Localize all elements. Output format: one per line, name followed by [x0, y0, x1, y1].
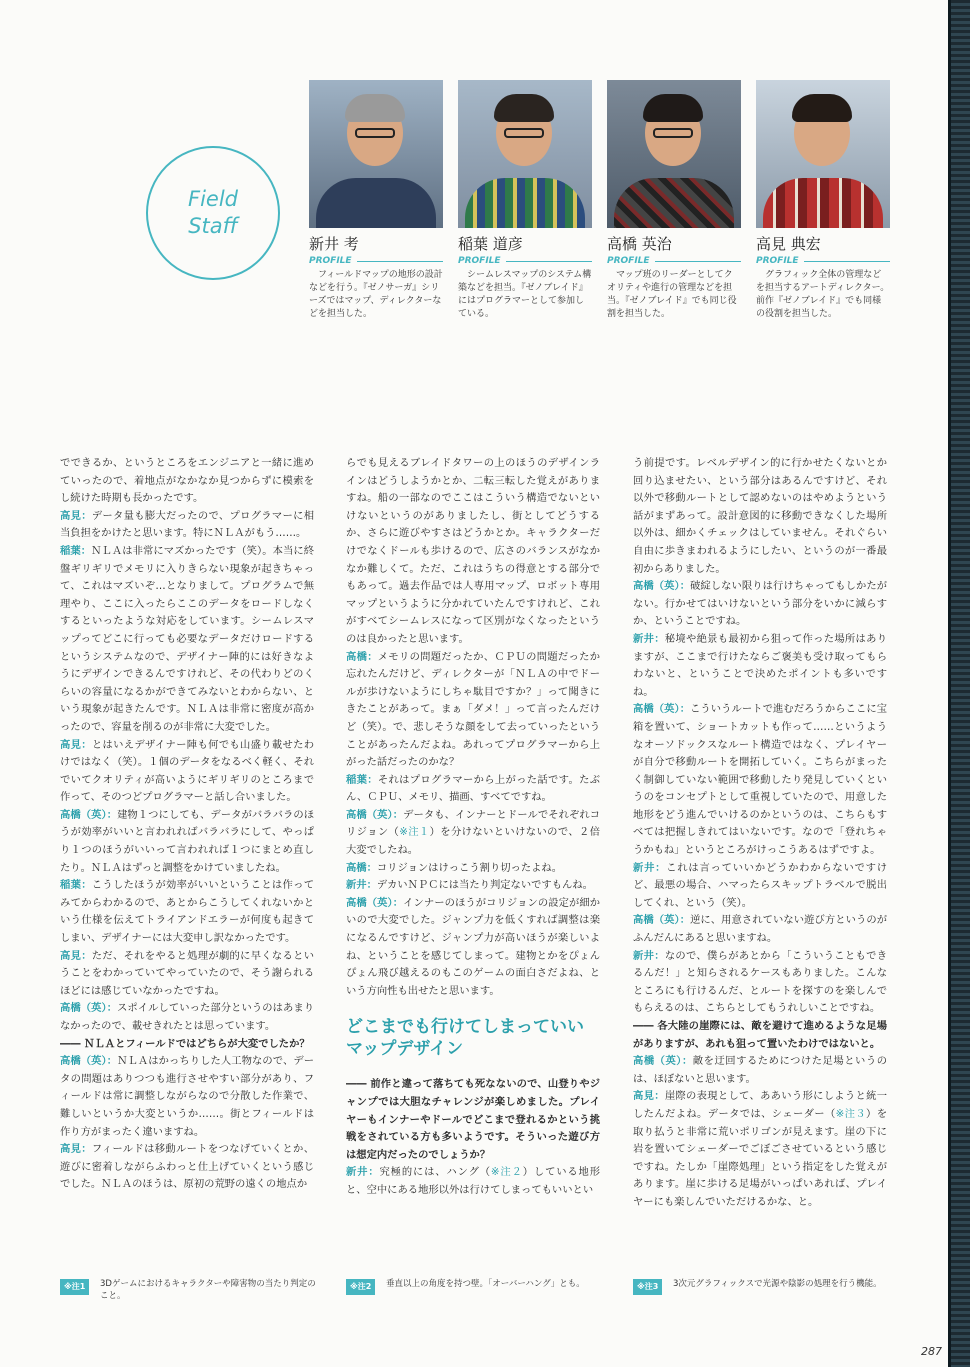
paragraph: [60, 807, 314, 877]
paragraph-text: 建物１つにしても、データがバラバラのほうが効率がいいと言われればバラバラにして、やっぱり１つのほうがいいって言われれば１つにまとめ直したり。ＮＬＡはずっと調整をかけていましたね。: [60, 808, 314, 874]
footnote-3: [633, 1278, 895, 1290]
paragraph-text: メモリの問題だったか、ＣＰＵの問題だったか忘れたんだけど、ディレクターが「ＮＬＡの中でドールが歩けないようにしちゃ駄目ですか？」って聞きにきたことがあって。まぁ「ダメ！」って言ったんだけど（笑）。で、悲しそうな顔をして去っていったということがあったんだよね。あれってプログラマーから上がった話だったのかな？: [346, 650, 601, 769]
paragraph-text: ただ、それをやると処理が劇的に早くなるということをわかっていてやっていたので、そう謝られるほどには感じていなかったですね。: [60, 949, 315, 997]
paragraph: [346, 895, 600, 1001]
paragraph: [346, 1164, 600, 1199]
staff-description: グラフィック全体の管理などを担当するアートディレクター。前作『ゼノブレイド』でも同様の役割を担当した。: [756, 270, 890, 319]
staff-description: シームレスマップのシステム構築などを担当。『ゼノブレイド』にはプログラマーとして参加している。: [458, 270, 592, 319]
speaker-label: 高橋：: [346, 650, 378, 663]
paragraph-text: でできるか、というところをエンジニアと一緒に進めていったので、着地点がなかなか見つからずに模索を し続けた時期も長かったです。: [60, 457, 314, 505]
paragraph: [60, 737, 314, 807]
page-number: 287: [921, 1345, 942, 1358]
profile-label: PROFILE: [756, 256, 890, 266]
speaker-label: 稲葉：: [60, 879, 92, 892]
interview-question: ―― ＮＬＡとフィールドではどちらが大変でしたか？: [60, 1037, 310, 1050]
speaker-label: 高橋（英）：: [346, 896, 404, 909]
paragraph-text: スポイルしていった部分というのはあまりなかったので、載せきれたとは思っています。: [60, 1002, 314, 1032]
paragraph: [633, 948, 887, 1018]
speaker-label: 稲葉：: [346, 773, 378, 786]
note-reference: ※注２: [490, 1166, 523, 1179]
speaker-label: 高見：: [60, 1143, 92, 1156]
paragraph-text: データも、インナーとドールでそれぞれコリジョン（: [346, 808, 601, 839]
paragraph: [633, 631, 887, 701]
speaker-label: 新井：: [346, 879, 377, 892]
speaker-label: 高見：: [60, 738, 92, 751]
paragraph: [346, 649, 600, 772]
staff-profile-inaba: [458, 80, 592, 321]
footnote-2: [346, 1278, 608, 1290]
interview-question: ―― 前作と違って落ちても死なないので、山登りやジャンプでは大胆なチャレンジが楽しめました。プレイヤーもインナーやドールでどこまで登れるかという挑戦をされている方も多いようです。そういった遊び方は想定内だったのでしょうか？: [346, 1078, 600, 1161]
note-reference: ※注３: [835, 1107, 867, 1120]
footnote-1: [60, 1278, 322, 1302]
paragraph: [346, 455, 600, 649]
paragraph-text: ＮＬＡはかっちりした人工物なので、データの問題はありつつも進行させやすい部分があり、フィールドは常に調整しながらなので分散した作業で、難しいというか大変というか……。街とフィールドは作り方がまったく違いますね。: [60, 1055, 315, 1138]
speaker-label: 新井：: [633, 632, 665, 645]
speaker-label: 高橋：: [346, 861, 377, 874]
paragraph-text: それはプログラマーから上がった話です。たぶん、ＣＰＵ、メモリ、描画、すべてですね。: [346, 773, 601, 804]
staff-name: 高見 典宏: [756, 235, 821, 253]
speaker-label: 高橋（英）：: [60, 1055, 118, 1068]
paragraph-text: ）している地形と、空中にある地形以外は行けてしまってもいいとい: [346, 1166, 601, 1196]
paragraph: [346, 807, 600, 860]
profile-label: PROFILE: [607, 256, 741, 266]
section-heading-line-2: マップデザイン: [346, 1039, 464, 1060]
paragraph-text: 逆に、用意されていない遊び方というのがふんだんにあると思いますね。: [633, 914, 887, 945]
paragraph-text: 破綻しない限りは行けちゃってもしかたがない。行かせてはいけないという部分をいかに減らすか、ということですね。: [633, 580, 887, 628]
article-column-1: [60, 455, 314, 1194]
paragraph-text: らでも見えるブレイドタワーの上のほうのデザインラインはどうしようかとか、二転三転した覚えがありますね。船の一部なのでここはこういう構造でないといけないというのがありましたし、街としてどうするか、さらに遊びやすさはどうかとか。キャラクターだけでなくドールも歩けるので、広さのバランスがなかなか難しくて。ただ、これはうちの得意とする部分でもあって。過去作品では人専用マップ、ロボット専用マップというように分かれていたんですけれど、これがすべてシームレスになって区別がなくなったというのは良かったと思います。: [346, 457, 600, 645]
badge-line-2: Staff: [188, 214, 238, 238]
scan-edge: [948, 0, 970, 1367]
profile-label: PROFILE: [458, 256, 592, 266]
paragraph-text: デカいＮＰＣには当たり判定ないですもんね。: [376, 879, 593, 892]
footnote-text: 垂直以上の角度を持つ壁。「オーバーハング」とも。: [386, 1279, 585, 1289]
paragraph-text: 究極的には、ハング（: [379, 1166, 491, 1179]
field-staff-badge: [146, 146, 280, 280]
footnote-tag: ※注3: [633, 1279, 662, 1295]
paragraph-text: う前提です。レベルデザイン的に行かせたくないとか回り込ませたい、という部分はあるんですけど、それ以外で移動ルートとして認めないのはやめようという話がまずあって。設計意図的に移動できなくした場所以外は、細かくチェックはしていません。それぐらい自由に歩きまわれるようにしたい、というのが一番最初からありました。: [633, 457, 887, 575]
badge-line-1: Field: [188, 187, 238, 211]
paragraph: [60, 543, 314, 737]
staff-photo: [458, 80, 592, 228]
paragraph-text: 崖際の表現として、ああいう形にしようと統一したんだよね。データでは、シェーダー（: [633, 1090, 888, 1120]
paragraph-text: なので、僕らがあとから「こういうこともできるんだ！」と知らされるケースもありました。こんなところにも行けるんだ、とルートを探すのを楽しんでもらえるのは、こちらとしてもうれしいことですね。: [633, 949, 888, 1015]
paragraph-text: こういうルートで進むだろうからここに宝箱を置いて、ショートカットも作って……というようなオーソドックスなルート構造ではなく、プレイヤーが自分で移動ルートを開拓していく。こちらがまったく制御していない範囲で移動したり発見していくというのをコンセプトとして重視していたので、用意した地形をどう進んでいけるのかというのは、こちらもすべては把握しきれてはいないです。なので「登れちゃうかもね」というところがけっこうあるはずですよ。: [633, 703, 887, 857]
staff-name: 稲葉 道彦: [458, 235, 523, 253]
profile-label: PROFILE: [309, 256, 443, 266]
staff-description: フィールドマップの地形の設計などを行う。『ゼノサーガ』シリーズではマップ、ディレクターなどを担当した。: [309, 270, 443, 319]
paragraph: [60, 1053, 314, 1141]
paragraph: [633, 578, 887, 631]
speaker-label: 高橋（英）：: [633, 580, 691, 593]
paragraph-text: インナーのほうがコリジョンの設定が細かいので大変でした。ジャンプ力を低くすれば調整は楽になるんですけど、ジャンプ力が高いほうが楽しいよね、ということを感じてしまって。建物とかをぴょんぴょん飛び越えるのもこのゲームの面白さだよね、という方向性も出せたと思います。: [346, 896, 601, 997]
speaker-label: 高橋（英）：: [633, 703, 691, 716]
speaker-label: 高見：: [60, 949, 92, 962]
paragraph: [346, 877, 600, 895]
speaker-label: 新井：: [633, 861, 667, 874]
paragraph-text: ）を分けないといけないので、２倍大変でしたね。: [346, 826, 600, 857]
paragraph: [633, 455, 887, 578]
staff-profile-arai: [309, 80, 443, 321]
staff-profile-takahashi: [607, 80, 741, 321]
staff-photo: [607, 80, 741, 228]
paragraph-text: 敵を迂回するためにつけた足場というのは、ほぼないと思います。: [633, 1055, 887, 1085]
paragraph: [633, 1088, 887, 1211]
staff-profile-takami: [756, 80, 890, 321]
staff-description: マップ班のリーダーとしてクオリティや進行の管理などを担当。『ゼノブレイド』でも同じ役割を担当した。: [607, 270, 737, 319]
speaker-label: 高見：: [633, 1090, 665, 1103]
paragraph-text: こうしたほうが効率がいいということは作ってみてからわかるので、あとからこうしてくれないかという仕様を伝えてトライアンドエラーが何度も起きてしまい、デザイナーには大変申し訳なかったです。: [60, 879, 315, 945]
paragraph: [60, 948, 314, 1001]
footnote-text: 3次元グラフィックスで光源や陰影の処理を行う機能。: [673, 1279, 882, 1289]
paragraph-text: 秘境や絶景も最初から狙って作った場所はありますが、ここまで行けたならご褒美も受け取ってもらわないと、ということで決めたポイントも多いですね。: [633, 632, 888, 698]
paragraph-text: これは言っていいかどうかわからないですけど、最悪の場合、ハマったらスキップトラベルで脱出してくれ、という（笑）。: [633, 861, 888, 909]
paragraph: [346, 860, 600, 878]
speaker-label: 新井：: [346, 1166, 380, 1179]
paragraph: [633, 860, 887, 913]
speaker-label: 稲葉：: [60, 544, 92, 557]
paragraph-text: とはいえデザイナー陣も何でも山盛り載せたわけではなく（笑）。１個のデータをなるべく軽く、それでいてクオリティが高いようにギリギリのところまで作って、そのつどプログラマーと話し合いました。: [60, 738, 315, 804]
paragraph: [346, 772, 600, 807]
staff-photo: [756, 80, 890, 228]
footnote-text: 3Dゲームにおけるキャラクターや障害物の当たり判定のこと。: [100, 1279, 316, 1301]
paragraph: [60, 877, 314, 947]
paragraph-text: データ量も膨大だったので、プログラマーに相当負担をかけたと思います。特にＮＬＡがもう……。: [60, 509, 315, 540]
interview-question: ―― 各大陸の崖際には、敵を避けて進めるような足場がありますが、あれも狙って置いたわけではないと。: [633, 1020, 887, 1050]
footnote-tag: ※注2: [346, 1279, 375, 1295]
paragraph-text: フィールドは移動ルートをつなげていくとか、遊びに密着しながらふわっと仕上げていくという感じでした。ＮＬＡのほうは、原初の荒野の遠くの地点か: [60, 1143, 314, 1191]
paragraph: [60, 455, 314, 508]
note-reference: ※注１: [399, 826, 430, 839]
speaker-label: 高橋（英）：: [346, 808, 404, 821]
article-column-2: [346, 455, 600, 1200]
speaker-label: 新井：: [633, 949, 665, 962]
speaker-label: 高橋（英）：: [60, 1002, 118, 1015]
paragraph-text: ）を取り払うと非常に荒いポリゴンが見えます。崖の下に岩を置いてシェーダーでごぼごさせているという感じですね。たしか「崖際処理」という指定をした覚えがあります。崖に歩ける足場がいっぱいあれば、プレイヤーにも楽しんでいただけるかな、と。: [633, 1107, 888, 1208]
section-heading: [346, 1016, 600, 1060]
staff-name: 新井 考: [309, 235, 359, 253]
paragraph: [633, 912, 887, 947]
paragraph: [60, 1141, 314, 1194]
speaker-label: 高橋（英）：: [633, 1055, 693, 1068]
footnote-tag: ※注1: [60, 1279, 89, 1295]
paragraph: [633, 701, 887, 859]
paragraph: [60, 508, 314, 543]
staff-name: 高橋 英治: [607, 235, 672, 253]
paragraph-text: コリジョンはけっこう割り切ったよね。: [376, 861, 563, 874]
speaker-label: 高見：: [60, 509, 92, 522]
article-column-3: [633, 455, 887, 1212]
section-heading-line-1: どこまでも行けてしまっていい: [346, 1017, 584, 1038]
speaker-label: 高橋（英）：: [633, 914, 691, 927]
staff-photo: [309, 80, 443, 228]
paragraph-text: ＮＬＡは非常にマズかったです（笑）。本当に終盤ギリギリでメモリに入りきらない現象が起きちゃって、これはマズいぞ…となりまして。プログラムで無理やり、ここに入ったらここのデータをロードしなくするといったような対応をしています。シームレスマップってどこに行っても必要なデータだけロードするというシステムなので、デザイナー陣的には好きなようにデザインできるんですけれど、その代わりどのくらいの容量になるかができてみないとわからない、という現象が起きたんです。ＮＬＡは非常に密度が高かったので、容量を削るのが非常に大変でした。: [60, 544, 314, 733]
paragraph: [60, 1000, 314, 1035]
speaker-label: 高橋（英）：: [60, 808, 118, 821]
paragraph: [633, 1053, 887, 1088]
